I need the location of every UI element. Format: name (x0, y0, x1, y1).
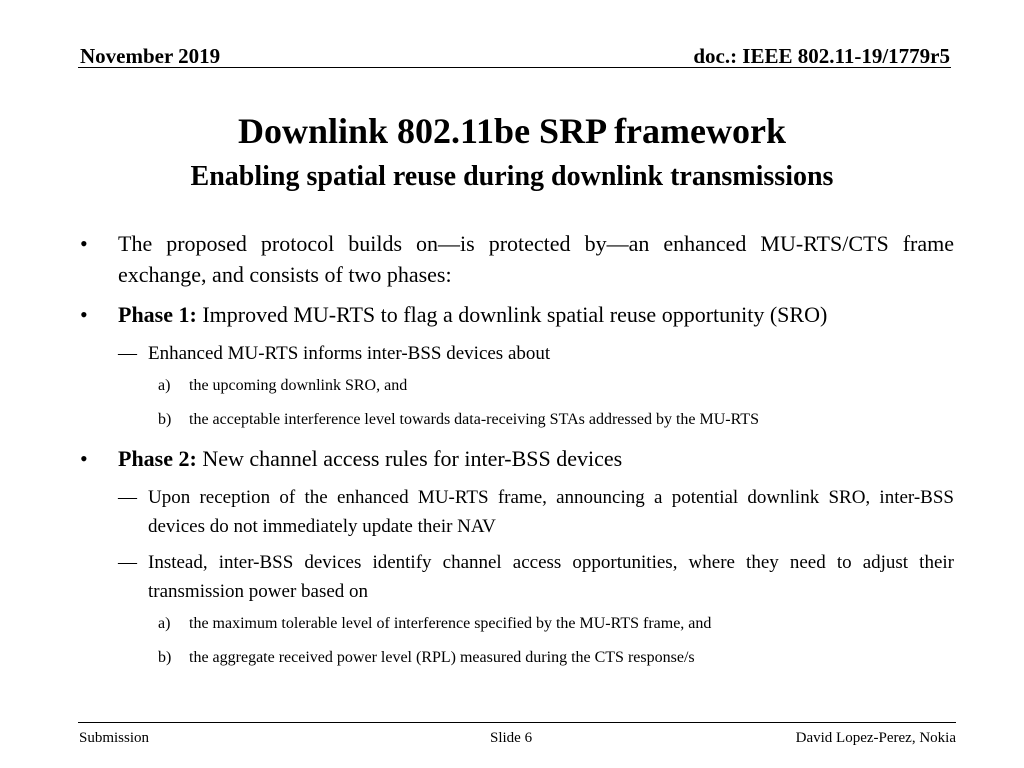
header-doc-id: doc.: IEEE 802.11-19/1779r5 (693, 44, 950, 68)
phase2-item-b (78, 647, 954, 669)
phase2-label: Phase 2: (118, 446, 197, 471)
item-text: the acceptable interference level towards data-receiving STAs addressed by the MU-RTS (189, 411, 759, 428)
item-marker: b) (158, 649, 172, 666)
dash-marker: — (118, 552, 137, 573)
bullet-intro (78, 228, 954, 290)
footer-divider (78, 722, 956, 723)
bullet-phase2 (78, 443, 954, 474)
phase1-text: Improved MU-RTS to flag a downlink spatial reuse opportunity (SRO) (196, 302, 828, 327)
slide-subtitle: Enabling spatial reuse during downlink transmissions (190, 161, 834, 192)
phase2-sub-1 (78, 483, 954, 541)
phase2-item-a (78, 613, 954, 635)
dash-marker: — (118, 487, 137, 508)
header-divider (78, 67, 951, 68)
footer-slide-number: Slide 6 (490, 730, 533, 746)
phase1-label: Phase 1: (118, 302, 197, 327)
item-text: the upcoming downlink SRO, and (189, 377, 408, 394)
dash-marker: — (118, 343, 137, 364)
slide-title: Downlink 802.11be SRP framework (237, 111, 787, 151)
item-marker: a) (158, 377, 171, 394)
phase1-item-b (78, 409, 954, 431)
bullet-intro-text: The proposed protocol builds on—is protected by—an enhanced MU-RTS/CTS frame exchange, and consists of two phases: (118, 231, 954, 287)
bullet-marker: • (80, 231, 88, 256)
item-text: the aggregate received power level (RPL) measured during the CTS response/s (189, 649, 695, 666)
bullet-phase1 (78, 299, 954, 330)
header-date: November 2019 (80, 44, 221, 68)
phase1-sub-text: Enhanced MU-RTS informs inter-BSS devices about (148, 343, 551, 364)
item-text: the maximum tolerable level of interference specified by the MU-RTS frame, and (189, 615, 712, 632)
bullet-marker: • (80, 446, 88, 471)
phase2-sub-2 (78, 548, 954, 606)
phase2-sub-1-text: Upon reception of the enhanced MU-RTS frame, announcing a potential downlink SRO, inter-BSS devices do not immediately update their NAV (148, 487, 954, 537)
phase1-sub (78, 339, 954, 368)
item-marker: b) (158, 411, 172, 428)
slide-body (78, 228, 954, 681)
phase2-text: New channel access rules for inter-BSS devices (196, 446, 623, 471)
bullet-marker: • (80, 302, 88, 327)
footer-submission: Submission (79, 730, 150, 746)
phase2-sub-2-text: Instead, inter-BSS devices identify channel access opportunities, where they need to adjust their transmission power based on (148, 552, 954, 602)
item-marker: a) (158, 615, 171, 632)
footer-author: David Lopez-Perez, Nokia (795, 730, 956, 746)
phase1-item-a (78, 375, 954, 397)
